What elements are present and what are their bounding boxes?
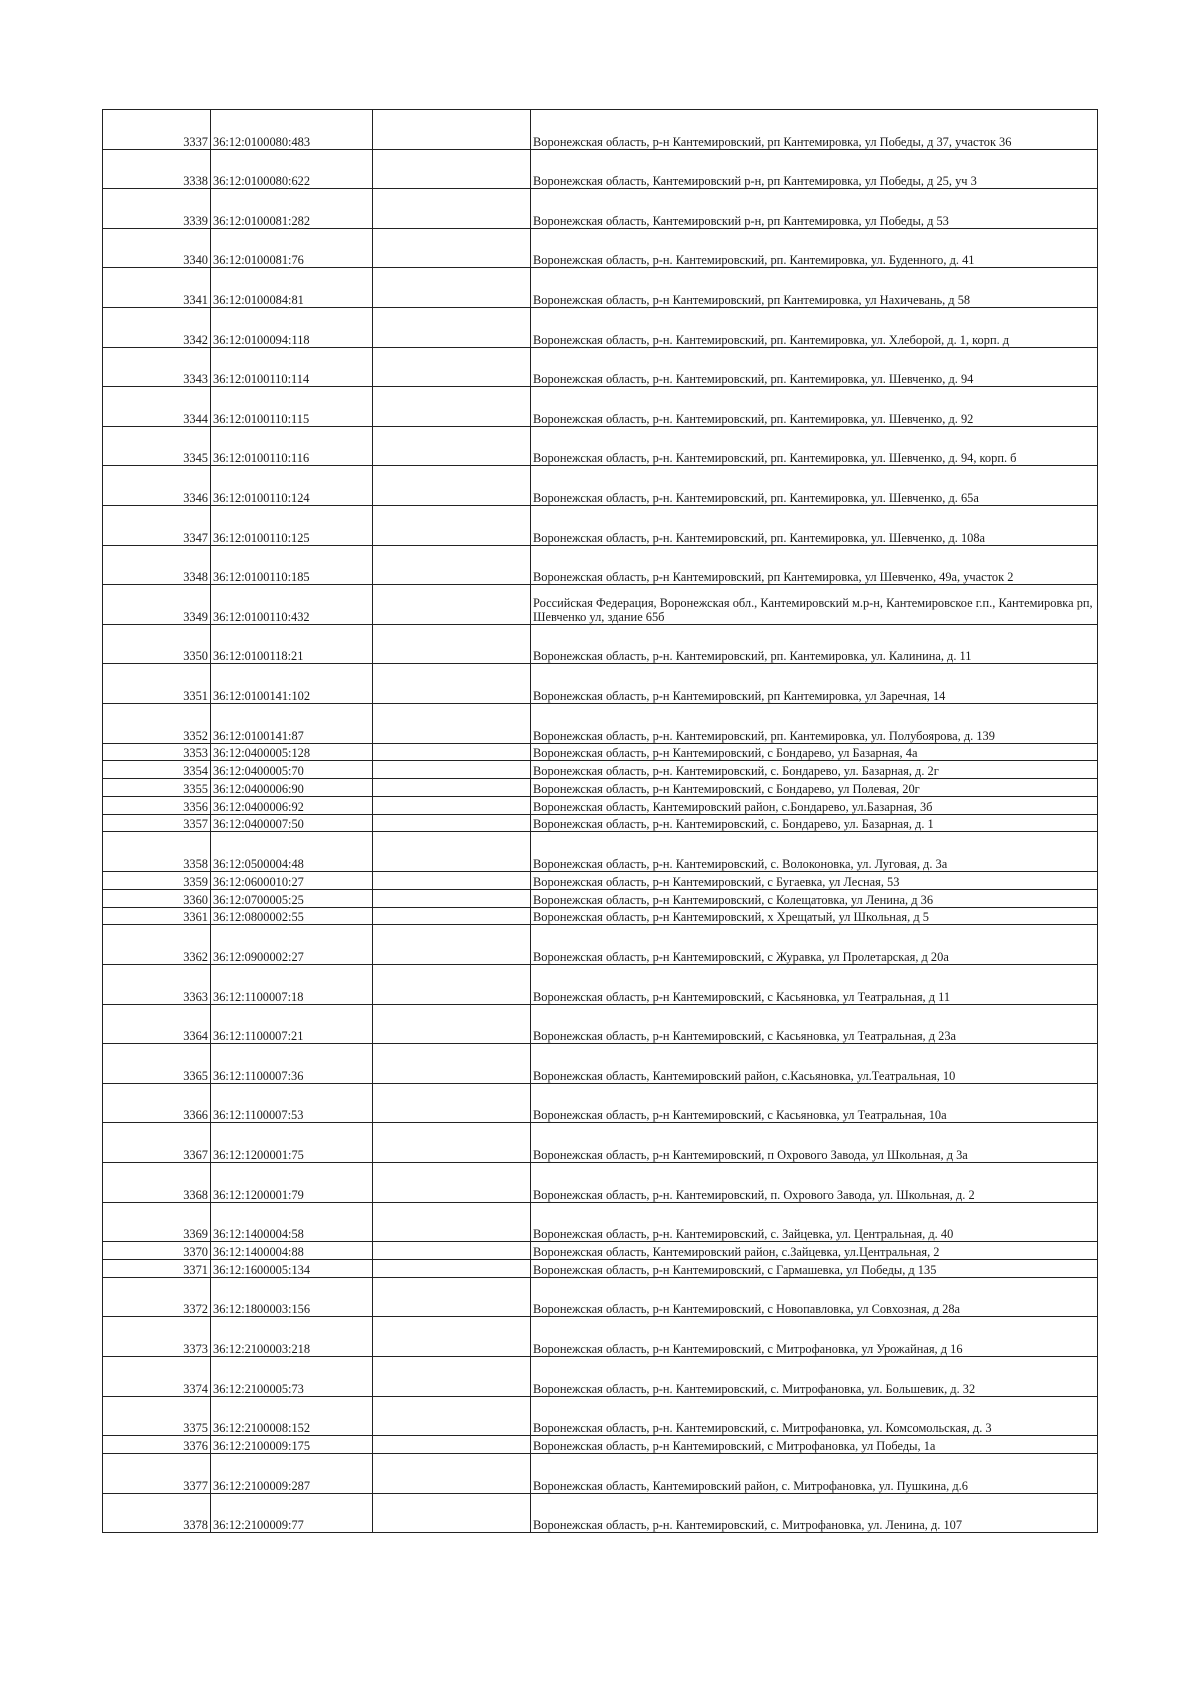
cadastral-number: 36:12:1800003:156 — [211, 1277, 373, 1317]
table-row — [103, 347, 1098, 387]
empty-cell — [373, 268, 531, 308]
empty-cell — [373, 1044, 531, 1084]
cadastral-number: 36:12:1100007:53 — [211, 1083, 373, 1123]
address-cell: Воронежская область, р-н. Кантемировский, рп. Кантемировка, ул. Полубоярова, д. 139 — [531, 703, 1098, 743]
cadastral-number: 36:12:0100110:125 — [211, 505, 373, 545]
row-number: 3343 — [103, 347, 211, 387]
address-cell: Воронежская область, р-н. Кантемировский, рп. Кантемировка, ул. Шевченко, д. 65а — [531, 466, 1098, 506]
table-row — [103, 1277, 1098, 1317]
row-number: 3374 — [103, 1357, 211, 1397]
row-number: 3359 — [103, 872, 211, 890]
table-row — [103, 466, 1098, 506]
address-cell: Воронежская область, р-н. Кантемировский, рп. Кантемировка, ул. Калинина, д. 11 — [531, 624, 1098, 664]
empty-cell — [373, 228, 531, 268]
cadastral-number: 36:12:2100009:77 — [211, 1493, 373, 1533]
address-cell: Воронежская область, р-н. Кантемировский, рп. Кантемировка, ул. Шевченко, д. 108а — [531, 505, 1098, 545]
cadastral-number: 36:12:2100008:152 — [211, 1396, 373, 1436]
row-number: 3345 — [103, 426, 211, 466]
cadastral-number: 36:12:0400006:90 — [211, 779, 373, 797]
table-row — [103, 1260, 1098, 1278]
cadastral-number: 36:12:0700005:25 — [211, 889, 373, 907]
table-body — [103, 110, 1098, 1533]
empty-cell — [373, 505, 531, 545]
table-row — [103, 832, 1098, 872]
empty-cell — [373, 743, 531, 761]
address-cell: Воронежская область, р-н Кантемировский, с Журавка, ул Пролетарская, д 20а — [531, 925, 1098, 965]
table-row — [103, 743, 1098, 761]
table-row — [103, 1396, 1098, 1436]
cadastral-number: 36:12:1100007:18 — [211, 965, 373, 1005]
table-row — [103, 814, 1098, 832]
cadastral-number: 36:12:0500004:48 — [211, 832, 373, 872]
empty-cell — [373, 1202, 531, 1242]
table-row — [103, 1044, 1098, 1084]
table-row — [103, 1123, 1098, 1163]
empty-cell — [373, 1123, 531, 1163]
row-number: 3366 — [103, 1083, 211, 1123]
row-number: 3371 — [103, 1260, 211, 1278]
address-cell: Воронежская область, р-н Кантемировский, х Хрещатый, ул Школьная, д 5 — [531, 907, 1098, 925]
table-row — [103, 268, 1098, 308]
cadastral-number: 36:12:1200001:75 — [211, 1123, 373, 1163]
address-cell: Воронежская область, р-н Кантемировский, с Митрофановка, ул Победы, 1а — [531, 1436, 1098, 1454]
cadastral-number: 36:12:0800002:55 — [211, 907, 373, 925]
address-cell: Воронежская область, р-н. Кантемировский, с. Митрофановка, ул. Комсомольская, д. 3 — [531, 1396, 1098, 1436]
row-number: 3337 — [103, 110, 211, 150]
address-cell: Воронежская область, р-н Кантемировский, с Касьяновка, ул Театральная, 10а — [531, 1083, 1098, 1123]
empty-cell — [373, 814, 531, 832]
cadastral-number: 36:12:2100009:175 — [211, 1436, 373, 1454]
address-cell: Воронежская область, р-н Кантемировский, рп Кантемировка, ул Нахичевань, д 58 — [531, 268, 1098, 308]
row-number: 3344 — [103, 387, 211, 427]
row-number: 3377 — [103, 1453, 211, 1493]
table-row — [103, 1004, 1098, 1044]
table-row — [103, 1202, 1098, 1242]
row-number: 3356 — [103, 796, 211, 814]
empty-cell — [373, 426, 531, 466]
row-number: 3364 — [103, 1004, 211, 1044]
address-cell: Воронежская область, р-н Кантемировский, с Гармашевка, ул Победы, д 135 — [531, 1260, 1098, 1278]
row-number: 3352 — [103, 703, 211, 743]
row-number: 3347 — [103, 505, 211, 545]
empty-cell — [373, 1357, 531, 1397]
row-number: 3340 — [103, 228, 211, 268]
table-row — [103, 1242, 1098, 1260]
address-cell: Российская Федерация, Воронежская обл., Кантемировский м.р-н, Кантемировское г.п., Кантемировка рп, Шевченко ул, здание 65б — [531, 585, 1098, 625]
table-row — [103, 796, 1098, 814]
row-number: 3361 — [103, 907, 211, 925]
address-cell: Воронежская область, р-н Кантемировский, с Новопавловка, ул Совхозная, д 28а — [531, 1277, 1098, 1317]
row-number: 3367 — [103, 1123, 211, 1163]
address-cell: Воронежская область, Кантемировский район, с.Касьяновка, ул.Театральная, 10 — [531, 1044, 1098, 1084]
cadastral-number: 36:12:0100110:185 — [211, 545, 373, 585]
table-row — [103, 1163, 1098, 1203]
row-number: 3354 — [103, 761, 211, 779]
cadastral-number: 36:12:1400004:58 — [211, 1202, 373, 1242]
empty-cell — [373, 1396, 531, 1436]
table-row — [103, 110, 1098, 150]
empty-cell — [373, 307, 531, 347]
table-row — [103, 1493, 1098, 1533]
empty-cell — [373, 779, 531, 797]
empty-cell — [373, 1493, 531, 1533]
empty-cell — [373, 1436, 531, 1454]
table-row — [103, 624, 1098, 664]
address-cell: Воронежская область, Кантемировский р-н, рп Кантемировка, ул Победы, д 53 — [531, 189, 1098, 229]
table-row — [103, 505, 1098, 545]
table-row — [103, 585, 1098, 625]
empty-cell — [373, 872, 531, 890]
cadastral-number: 36:12:0100084:81 — [211, 268, 373, 308]
empty-cell — [373, 189, 531, 229]
address-cell: Воронежская область, р-н Кантемировский, с Касьяновка, ул Театральная, д 11 — [531, 965, 1098, 1005]
cadastral-number: 36:12:0100110:114 — [211, 347, 373, 387]
empty-cell — [373, 1260, 531, 1278]
table-row — [103, 664, 1098, 704]
cadastral-number: 36:12:1200001:79 — [211, 1163, 373, 1203]
address-cell: Воронежская область, р-н. Кантемировский, с. Бондарево, ул. Базарная, д. 2г — [531, 761, 1098, 779]
empty-cell — [373, 832, 531, 872]
table-row — [103, 889, 1098, 907]
table-row — [103, 1083, 1098, 1123]
address-cell: Воронежская область, р-н Кантемировский, рп Кантемировка, ул Заречная, 14 — [531, 664, 1098, 704]
cadastral-number: 36:12:0100081:282 — [211, 189, 373, 229]
cadastral-number: 36:12:2100009:287 — [211, 1453, 373, 1493]
cadastral-number: 36:12:0100110:116 — [211, 426, 373, 466]
row-number: 3351 — [103, 664, 211, 704]
address-cell: Воронежская область, р-н. Кантемировский, с. Митрофановка, ул. Большевик, д. 32 — [531, 1357, 1098, 1397]
empty-cell — [373, 1083, 531, 1123]
table-row — [103, 779, 1098, 797]
row-number: 3349 — [103, 585, 211, 625]
table-row — [103, 761, 1098, 779]
address-cell: Воронежская область, р-н. Кантемировский, с. Митрофановка, ул. Ленина, д. 107 — [531, 1493, 1098, 1533]
empty-cell — [373, 907, 531, 925]
cadastral-number: 36:12:0100080:483 — [211, 110, 373, 150]
empty-cell — [373, 796, 531, 814]
row-number: 3353 — [103, 743, 211, 761]
address-cell: Воронежская область, р-н Кантемировский, п Охрового Завода, ул Школьная, д 3а — [531, 1123, 1098, 1163]
row-number: 3355 — [103, 779, 211, 797]
cadastral-number: 36:12:0100141:87 — [211, 703, 373, 743]
empty-cell — [373, 1242, 531, 1260]
cadastral-number: 36:12:0400006:92 — [211, 796, 373, 814]
cadastral-number: 36:12:1400004:88 — [211, 1242, 373, 1260]
cadastral-number: 36:12:1600005:134 — [211, 1260, 373, 1278]
address-cell: Воронежская область, Кантемировский район, с.Бондарево, ул.Базарная, 3б — [531, 796, 1098, 814]
table-row — [103, 872, 1098, 890]
empty-cell — [373, 387, 531, 427]
cadastral-number: 36:12:0100110:432 — [211, 585, 373, 625]
address-cell: Воронежская область, р-н Кантемировский, с Колещатовка, ул Ленина, д 36 — [531, 889, 1098, 907]
address-cell: Воронежская область, р-н Кантемировский, с Бондарево, ул Полевая, 20г — [531, 779, 1098, 797]
empty-cell — [373, 889, 531, 907]
table-row — [103, 387, 1098, 427]
empty-cell — [373, 1004, 531, 1044]
address-cell: Воронежская область, р-н Кантемировский, с Бондарево, ул Базарная, 4а — [531, 743, 1098, 761]
row-number: 3369 — [103, 1202, 211, 1242]
cadastral-number: 36:12:0600010:27 — [211, 872, 373, 890]
cadastral-number: 36:12:0100110:124 — [211, 466, 373, 506]
cadastral-number: 36:12:0900002:27 — [211, 925, 373, 965]
empty-cell — [373, 624, 531, 664]
cadastral-number: 36:12:1100007:21 — [211, 1004, 373, 1044]
row-number: 3376 — [103, 1436, 211, 1454]
row-number: 3365 — [103, 1044, 211, 1084]
address-cell: Воронежская область, р-н. Кантемировский, с. Зайцевка, ул. Центральная, д. 40 — [531, 1202, 1098, 1242]
row-number: 3378 — [103, 1493, 211, 1533]
row-number: 3360 — [103, 889, 211, 907]
address-cell: Воронежская область, р-н. Кантемировский, п. Охрового Завода, ул. Школьная, д. 2 — [531, 1163, 1098, 1203]
empty-cell — [373, 1453, 531, 1493]
table-row — [103, 545, 1098, 585]
address-cell: Воронежская область, р-н. Кантемировский, рп. Кантемировка, ул. Хлеборой, д. 1, корп. д — [531, 307, 1098, 347]
empty-cell — [373, 585, 531, 625]
cadastral-number: 36:12:2100003:218 — [211, 1317, 373, 1357]
empty-cell — [373, 1277, 531, 1317]
table-row — [103, 925, 1098, 965]
empty-cell — [373, 1317, 531, 1357]
row-number: 3372 — [103, 1277, 211, 1317]
empty-cell — [373, 925, 531, 965]
table-row — [103, 189, 1098, 229]
address-cell: Воронежская область, Кантемировский р-н, рп Кантемировка, ул Победы, д 25, уч 3 — [531, 149, 1098, 189]
row-number: 3350 — [103, 624, 211, 664]
cadastral-number: 36:12:0100081:76 — [211, 228, 373, 268]
table-row — [103, 965, 1098, 1005]
empty-cell — [373, 545, 531, 585]
cadastral-number: 36:12:0400005:128 — [211, 743, 373, 761]
cadastral-table — [102, 109, 1098, 1533]
table-row — [103, 703, 1098, 743]
cadastral-number: 36:12:0400005:70 — [211, 761, 373, 779]
cadastral-number: 36:12:2100005:73 — [211, 1357, 373, 1397]
address-cell: Воронежская область, р-н Кантемировский, с Касьяновка, ул Театральная, д 23а — [531, 1004, 1098, 1044]
table-row — [103, 907, 1098, 925]
address-cell: Воронежская область, р-н Кантемировский, с Митрофановка, ул Урожайная, д 16 — [531, 1317, 1098, 1357]
table-row — [103, 1357, 1098, 1397]
empty-cell — [373, 664, 531, 704]
row-number: 3346 — [103, 466, 211, 506]
row-number: 3370 — [103, 1242, 211, 1260]
row-number: 3338 — [103, 149, 211, 189]
empty-cell — [373, 110, 531, 150]
empty-cell — [373, 347, 531, 387]
table-row — [103, 307, 1098, 347]
empty-cell — [373, 466, 531, 506]
row-number: 3339 — [103, 189, 211, 229]
address-cell: Воронежская область, р-н Кантемировский, с Бугаевка, ул Лесная, 53 — [531, 872, 1098, 890]
cadastral-number: 36:12:1100007:36 — [211, 1044, 373, 1084]
row-number: 3368 — [103, 1163, 211, 1203]
row-number: 3357 — [103, 814, 211, 832]
table-row — [103, 1317, 1098, 1357]
address-cell: Воронежская область, р-н. Кантемировский, с. Бондарево, ул. Базарная, д. 1 — [531, 814, 1098, 832]
address-cell: Воронежская область, Кантемировский район, с.Зайцевка, ул.Центральная, 2 — [531, 1242, 1098, 1260]
table-row — [103, 1453, 1098, 1493]
table-row — [103, 1436, 1098, 1454]
address-cell: Воронежская область, р-н. Кантемировский, рп. Кантемировка, ул. Шевченко, д. 94, корп. б — [531, 426, 1098, 466]
row-number: 3341 — [103, 268, 211, 308]
address-cell: Воронежская область, р-н Кантемировский, рп Кантемировка, ул Победы, д 37, участок 36 — [531, 110, 1098, 150]
table-row — [103, 228, 1098, 268]
cadastral-number: 36:12:0400007:50 — [211, 814, 373, 832]
address-cell: Воронежская область, р-н Кантемировский, рп Кантемировка, ул Шевченко, 49а, участок 2 — [531, 545, 1098, 585]
table-row — [103, 149, 1098, 189]
empty-cell — [373, 965, 531, 1005]
address-cell: Воронежская область, р-н. Кантемировский, рп. Кантемировка, ул. Шевченко, д. 92 — [531, 387, 1098, 427]
address-cell: Воронежская область, Кантемировский район, с. Митрофановка, ул. Пушкина, д.6 — [531, 1453, 1098, 1493]
cadastral-number: 36:12:0100110:115 — [211, 387, 373, 427]
empty-cell — [373, 149, 531, 189]
row-number: 3373 — [103, 1317, 211, 1357]
row-number: 3362 — [103, 925, 211, 965]
row-number: 3342 — [103, 307, 211, 347]
row-number: 3363 — [103, 965, 211, 1005]
cadastral-number: 36:12:0100118:21 — [211, 624, 373, 664]
empty-cell — [373, 1163, 531, 1203]
cadastral-number: 36:12:0100094:118 — [211, 307, 373, 347]
cadastral-number: 36:12:0100080:622 — [211, 149, 373, 189]
address-cell: Воронежская область, р-н. Кантемировский, рп. Кантемировка, ул. Шевченко, д. 94 — [531, 347, 1098, 387]
empty-cell — [373, 703, 531, 743]
address-cell: Воронежская область, р-н. Кантемировский, с. Волоконовка, ул. Луговая, д. 3а — [531, 832, 1098, 872]
empty-cell — [373, 761, 531, 779]
row-number: 3375 — [103, 1396, 211, 1436]
row-number: 3358 — [103, 832, 211, 872]
table-row — [103, 426, 1098, 466]
address-cell: Воронежская область, р-н. Кантемировский, рп. Кантемировка, ул. Буденного, д. 41 — [531, 228, 1098, 268]
row-number: 3348 — [103, 545, 211, 585]
cadastral-number: 36:12:0100141:102 — [211, 664, 373, 704]
